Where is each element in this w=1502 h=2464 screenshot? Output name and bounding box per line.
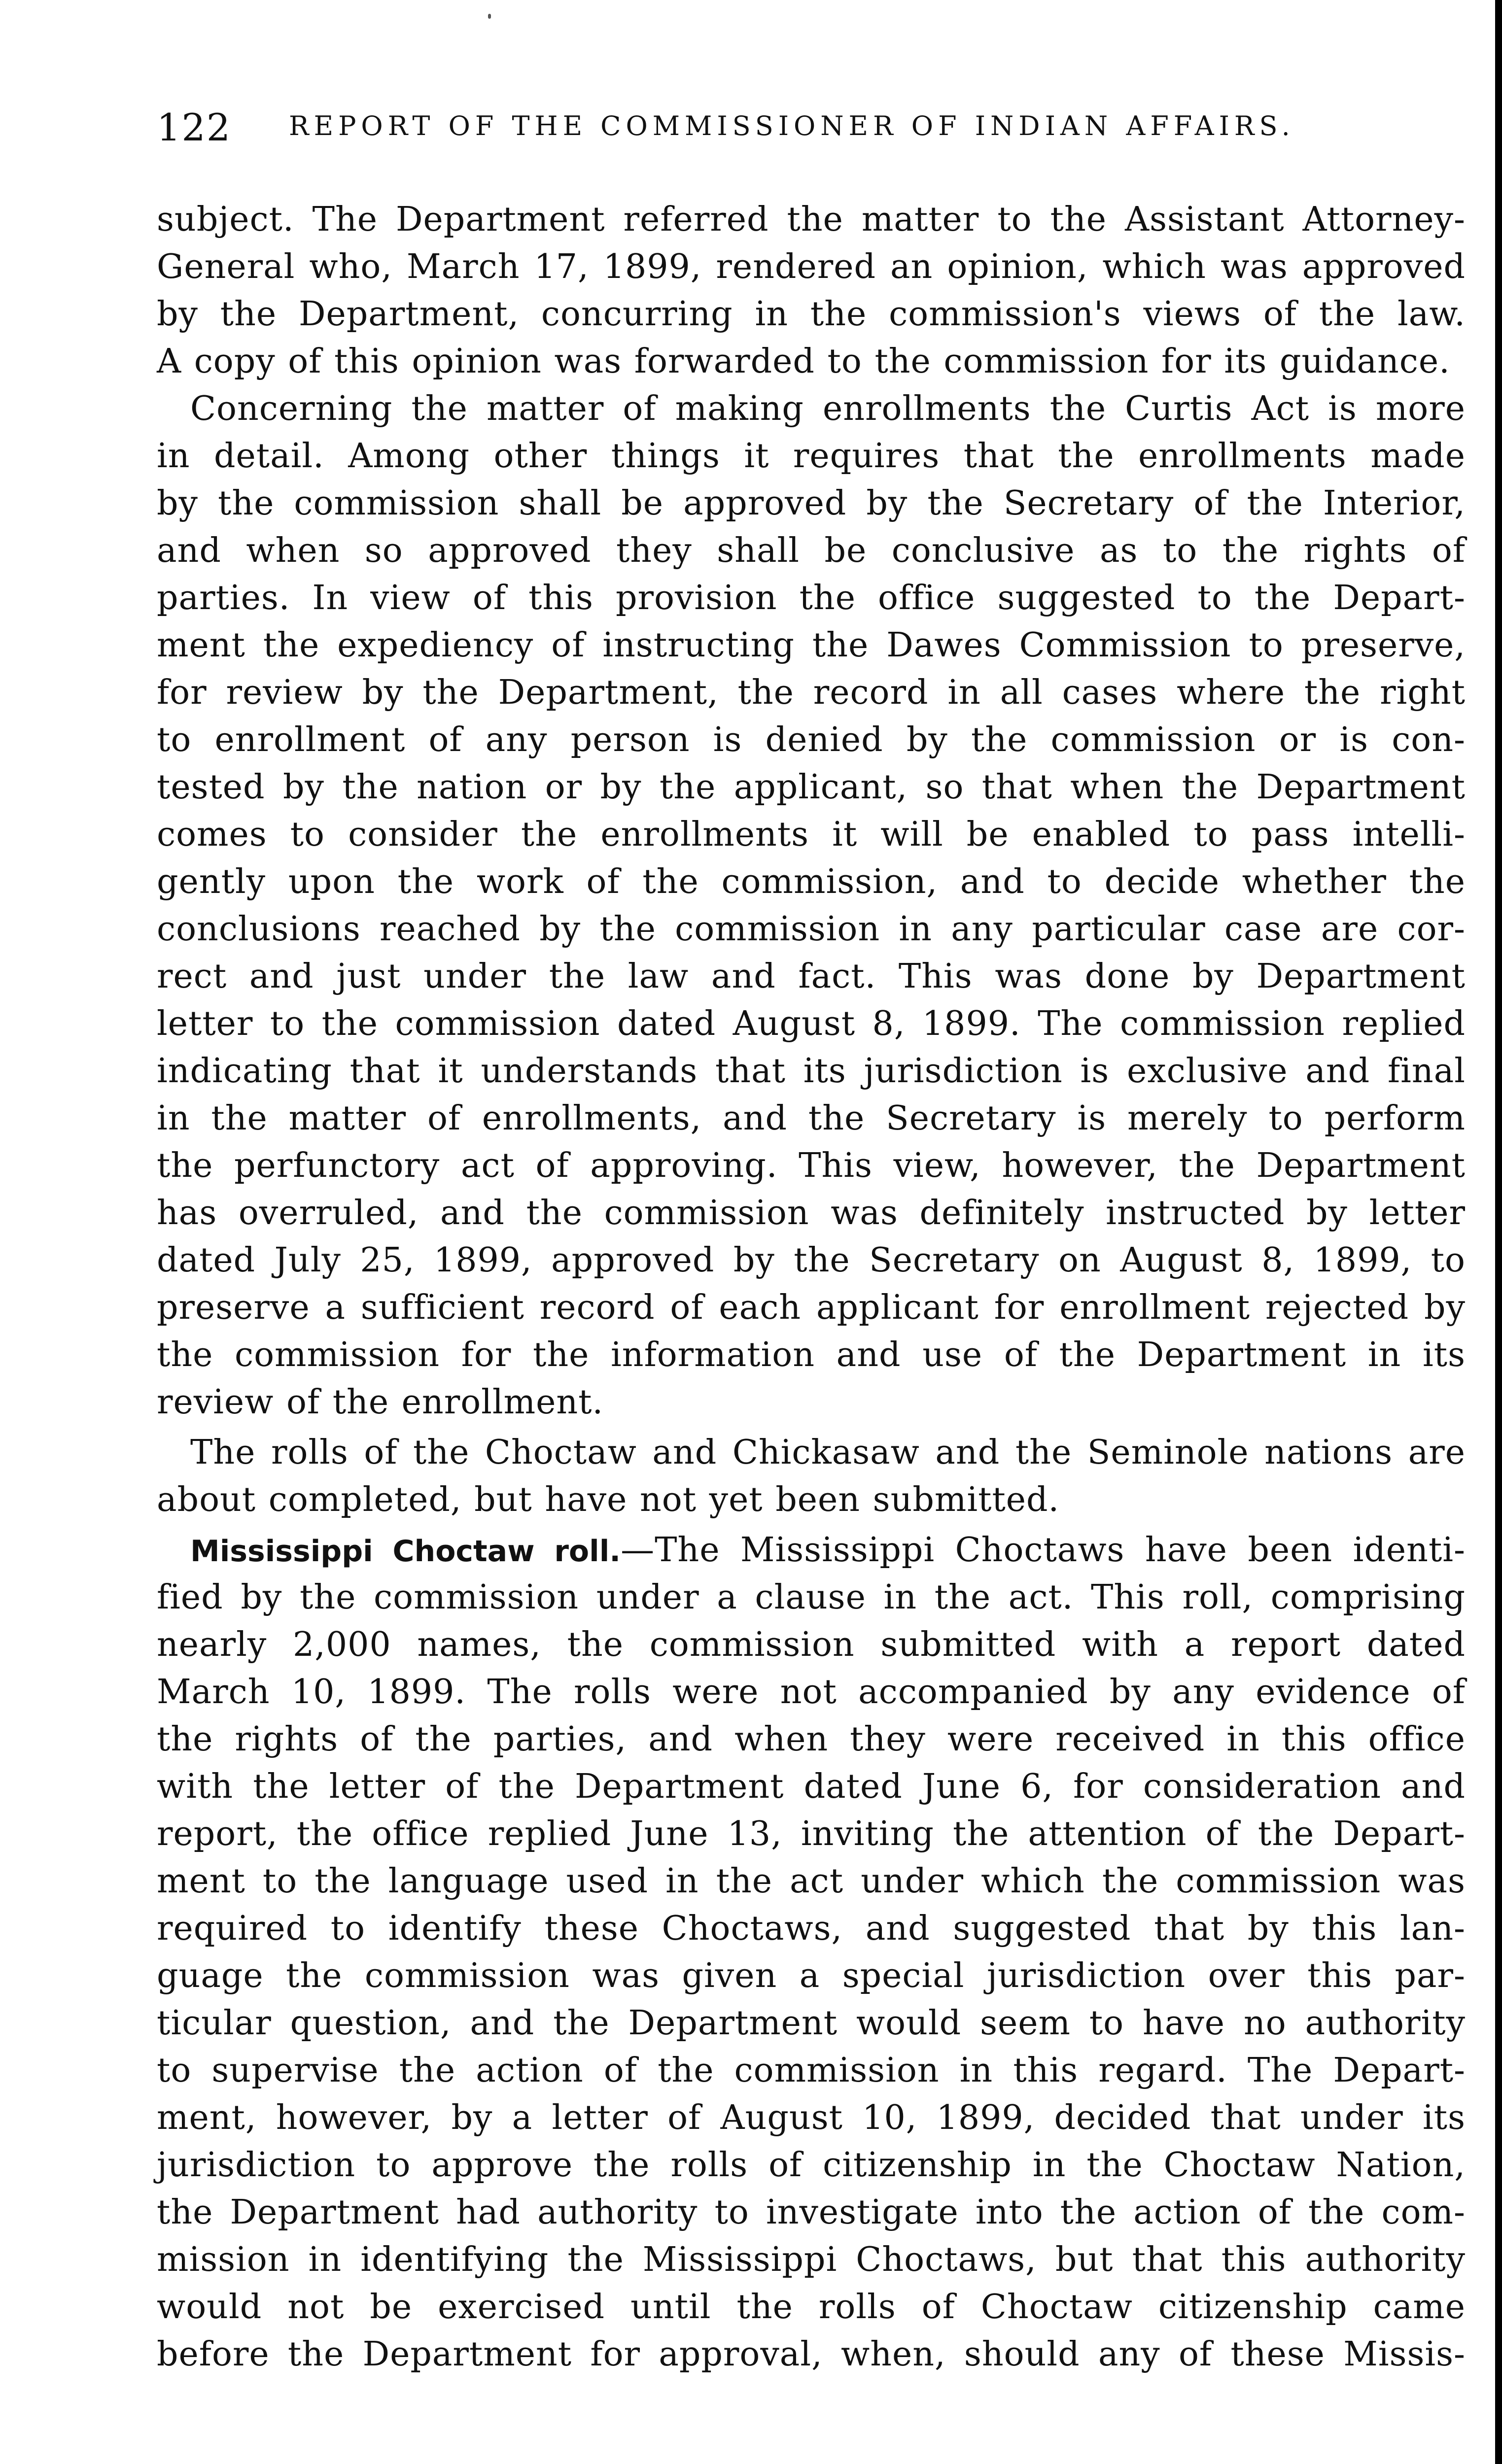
text-line: guage the commission was given a special jurisdiction over this par- [157, 1956, 1466, 1995]
text-line: with the letter of the Department dated June 6, for consideration and [157, 1767, 1466, 1806]
text-line: about completed, but have not yet been submitted. [157, 1480, 1060, 1519]
text-line: parties. In view of this provision the office suggested to the Depart- [157, 579, 1466, 617]
text-line: would not be exercised until the rolls of Choctaw citizenship came [157, 2288, 1466, 2327]
text-line: preserve a sufficient record of each applicant for enrollment rejected by [157, 1288, 1466, 1327]
text-line: the Department had authority to investigate into the action of the com- [157, 2193, 1466, 2232]
text-line: the perfunctory act of approving. This view, however, the Department [157, 1146, 1466, 1185]
text-line: tested by the nation or by the applicant, so that when the Department [157, 768, 1466, 807]
text-line: General who, March 17, 1899, rendered an opinion, which was approved [157, 247, 1466, 286]
text-line: The rolls of the Choctaw and Chickasaw and the Seminole nations are [190, 1433, 1466, 1472]
text-line: the commission for the information and use of the Department in its [157, 1335, 1466, 1374]
body-text [157, 196, 1466, 2378]
page-edge-border [1495, 0, 1502, 2464]
running-header [157, 105, 1399, 160]
text-line: rect and just under the law and fact. This was done by Department [157, 957, 1466, 996]
text-line: by the Department, concurring in the commission's views of the law. [157, 295, 1466, 334]
text-line: conclusions reached by the commission in any particular case are cor- [157, 910, 1466, 949]
text-line: report, the office replied June 13, inviting the attention of the Depart- [157, 1814, 1466, 1853]
text-line: in detail. Among other things it requires that the enrollments made [157, 437, 1466, 476]
text-line: indicating that it understands that its jurisdiction is exclusive and final [157, 1052, 1466, 1091]
text-line: A copy of this opinion was forwarded to the commission for its guidance. [157, 342, 1450, 381]
text-line: ment, however, by a letter of August 10, 1899, decided that under its [157, 2098, 1466, 2137]
section-heading: Mississippi Choctaw roll. [190, 1534, 621, 1569]
text-line: by the commission shall be approved by the Secretary of the Interior, [157, 484, 1466, 523]
heading-line-rest: —The Mississippi Choctaws have been identi- [621, 1531, 1466, 1570]
paragraph [157, 196, 1466, 385]
text-line: ment to the language used in the act under which the commission was [157, 1862, 1466, 1901]
text-line: to enrollment of any person is denied by the commission or is con- [157, 720, 1466, 759]
text-line: and when so approved they shall be conclusive as to the rights of [157, 531, 1466, 570]
paragraph [157, 1429, 1466, 1524]
text-line [157, 1527, 1466, 1574]
text-line: the rights of the parties, and when they were received in this office [157, 1720, 1466, 1759]
text-line: before the Department for approval, when, should any of these Missis- [157, 2335, 1466, 2374]
text-line: review of the enrollment. [157, 1383, 604, 1422]
text-line: jurisdiction to approve the rolls of citizenship in the Choctaw Nation, [157, 2146, 1466, 2185]
text-line: letter to the commission dated August 8, 1899. The commission replied [157, 1004, 1466, 1043]
text-line: nearly 2,000 names, the commission submitted with a report dated [157, 1625, 1466, 1664]
text-line: in the matter of enrollments, and the Secretary is merely to perform [157, 1099, 1466, 1138]
page-number: 122 [157, 105, 232, 149]
stray-ink-mark [488, 14, 491, 19]
text-line: March 10, 1899. The rolls were not accompanied by any evidence of [157, 1673, 1466, 1711]
text-line: mission in identifying the Mississippi Choctaws, but that this authority [157, 2240, 1466, 2279]
text-line: Concerning the matter of making enrollments the Curtis Act is more [190, 389, 1466, 428]
text-line: ticular question, and the Department would seem to have no authority [157, 2004, 1466, 2043]
paragraph [157, 1527, 1466, 2378]
text-line: subject. The Department referred the matter to the Assistant Attorney- [157, 200, 1466, 239]
paragraph [157, 385, 1466, 1426]
text-line: gently upon the work of the commission, and to decide whether the [157, 862, 1466, 901]
text-line: comes to consider the enrollments it will be enabled to pass intelli- [157, 815, 1466, 854]
text-line: ment the expediency of instructing the Dawes Commission to preserve, [157, 626, 1466, 665]
running-title: REPORT OF THE COMMISSIONER OF INDIAN AFFAIRS. [289, 110, 1295, 141]
text-line: has overruled, and the commission was definitely instructed by letter [157, 1194, 1466, 1232]
text-line: for review by the Department, the record in all cases where the right [157, 673, 1466, 712]
text-line: fied by the commission under a clause in the act. This roll, comprising [157, 1578, 1466, 1617]
text-line: to supervise the action of the commission in this regard. The Depart- [157, 2051, 1466, 2090]
text-line: required to identify these Choctaws, and suggested that by this lan- [157, 1909, 1466, 1948]
text-line: dated July 25, 1899, approved by the Secretary on August 8, 1899, to [157, 1241, 1466, 1280]
